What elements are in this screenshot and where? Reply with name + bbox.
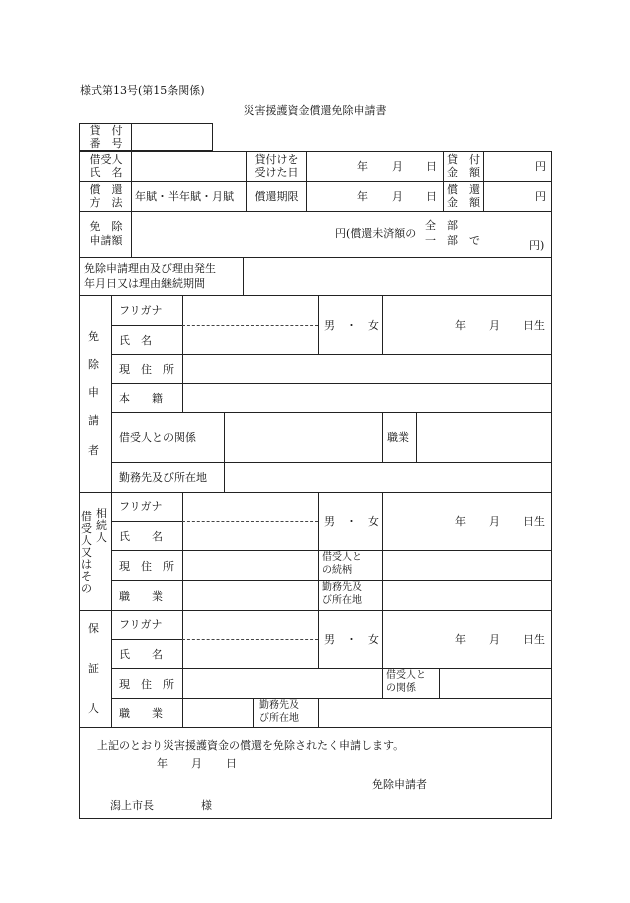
guarantor-furigana-label: フリガナ	[119, 618, 163, 631]
applicant-birth-month: 月	[489, 319, 500, 332]
guarantor-side-1: 保	[88, 622, 99, 635]
applicant-address-field[interactable]	[184, 356, 550, 381]
exempt-option-all[interactable]: 全 部	[425, 219, 458, 232]
applicant-domicile-label: 本 籍	[119, 392, 163, 405]
heir-birth-year: 年	[455, 515, 466, 528]
guarantor-relation-field[interactable]	[441, 670, 550, 696]
guarantor-name-field[interactable]	[184, 641, 316, 666]
applicant-name-label: 氏 名	[119, 334, 152, 347]
heir-furigana-field[interactable]	[184, 494, 316, 519]
heir-side-col1: 借 受 人 又 は そ の	[81, 510, 92, 595]
repay-amount-yen: 円	[535, 190, 546, 203]
heir-birth-day: 日生	[523, 515, 545, 528]
heir-relation-label-1: 借受人と	[322, 552, 362, 563]
footer-date-month: 月	[191, 757, 202, 770]
loan-date-year: 年	[357, 160, 368, 173]
form-title: 災害援護資金償還免除申請書	[243, 104, 387, 117]
applicant-side-5: 者	[88, 444, 99, 457]
footer-date-day: 日	[226, 757, 237, 770]
applicant-relation-label: 借受人との関係	[119, 431, 196, 444]
applicant-relation-field[interactable]	[226, 414, 380, 460]
applicant-name-field[interactable]	[184, 327, 316, 352]
loan-amount-yen: 円	[535, 160, 546, 173]
repay-method-label-1: 償 還	[89, 183, 123, 196]
statement-text: 上記のとおり災害援護資金の償還を免除されたく申請します。	[97, 739, 405, 752]
loan-amount-label-2: 金 額	[447, 166, 480, 179]
heir-workplace-label-1: 勤務先及	[322, 582, 362, 593]
honorific-text: 様	[201, 799, 212, 812]
guarantor-workplace-label-2: び所在地	[259, 713, 299, 724]
loan-number-field[interactable]	[133, 125, 211, 149]
guarantor-birth-day: 日生	[523, 633, 545, 646]
guarantor-relation-label-1: 借受人と	[386, 670, 426, 681]
guarantor-job-field[interactable]	[184, 700, 251, 725]
guarantor-name-label: 氏 名	[119, 648, 163, 661]
reason-label-1: 免除申請理由及び理由発生	[84, 262, 216, 275]
repay-method-options[interactable]: 年賦・半年賦・月賦	[135, 190, 234, 203]
loan-date-label-1: 貸付けを	[254, 153, 299, 166]
applicant-side-2: 除	[88, 358, 99, 371]
heir-furigana-label: フリガナ	[119, 500, 163, 513]
heir-relation-field[interactable]	[384, 552, 550, 578]
repay-date-year: 年	[357, 190, 368, 203]
borrower-name-label-2: 氏 名	[89, 166, 123, 179]
footer-applicant-field[interactable]	[435, 774, 545, 792]
heir-job-label: 職 業	[119, 590, 163, 603]
applicant-side-1: 免	[88, 330, 99, 343]
loan-date-day: 日	[426, 160, 437, 173]
loan-date-label-2: 受けた日	[254, 166, 299, 179]
heir-workplace-field[interactable]	[384, 582, 550, 608]
guarantor-sex-options[interactable]: 男 ・ 女	[324, 633, 379, 646]
heir-relation-label-2: の続柄	[322, 565, 352, 576]
repay-date-month: 月	[392, 190, 403, 203]
borrower-name-field[interactable]	[133, 153, 244, 179]
loan-amount-label-1: 貸 付	[447, 153, 480, 166]
guarantor-job-label: 職 業	[119, 707, 163, 720]
form-number: 様式第13号(第15条関係)	[80, 84, 205, 97]
applicant-workplace-label: 勤務先及び所在地	[119, 471, 207, 484]
applicant-workplace-field[interactable]	[226, 464, 550, 490]
applicant-birth-year: 年	[455, 319, 466, 332]
applicant-furigana-label: フリガナ	[119, 304, 163, 317]
repay-method-label-2: 方 法	[89, 196, 123, 209]
reason-field[interactable]	[245, 259, 550, 293]
heir-side-col2: 相 続 人	[96, 507, 107, 544]
guarantor-furigana-field[interactable]	[184, 612, 316, 637]
repay-amount-label-1: 償 還	[447, 183, 480, 196]
heir-name-label: 氏 名	[119, 530, 163, 543]
guarantor-address-label: 現 住 所	[119, 678, 174, 691]
applicant-side-3: 申	[88, 386, 99, 399]
addressee-text: 潟上市長	[110, 799, 154, 812]
footer-date-year: 年	[157, 757, 168, 770]
applicant-side-4: 請	[88, 414, 99, 427]
loan-date-month: 月	[392, 160, 403, 173]
guarantor-side-2: 証	[88, 662, 99, 675]
repay-amount-label-2: 金 額	[447, 196, 480, 209]
repay-date-day: 日	[426, 190, 437, 203]
heir-address-label: 現 住 所	[119, 560, 174, 573]
heir-sex-options[interactable]: 男 ・ 女	[324, 515, 379, 528]
reason-label-2: 年月日又は理由継続期間	[84, 277, 205, 290]
exempt-yen-suffix: 円)	[529, 239, 545, 252]
footer-applicant-label: 免除申請者	[372, 778, 427, 791]
heir-name-field[interactable]	[184, 523, 316, 548]
applicant-furigana-field[interactable]	[184, 297, 316, 323]
guarantor-workplace-label-1: 勤務先及	[259, 700, 299, 711]
guarantor-side-3: 人	[88, 702, 99, 715]
applicant-birth-day: 日生	[523, 319, 545, 332]
repay-period-label: 償還期限	[254, 190, 299, 203]
applicant-sex-options[interactable]: 男 ・ 女	[324, 319, 379, 332]
applicant-domicile-field[interactable]	[184, 385, 550, 410]
borrower-name-label-1: 借受人	[89, 153, 123, 166]
exempt-amount-label-2: 申請額	[89, 234, 123, 247]
guarantor-birth-year: 年	[455, 633, 466, 646]
guarantor-birth-month: 月	[489, 633, 500, 646]
heir-birth-month: 月	[489, 515, 500, 528]
heir-address-field[interactable]	[184, 552, 316, 578]
applicant-job-field[interactable]	[418, 414, 550, 460]
exempt-yen-prefix: 円(償還未済額の	[335, 227, 417, 240]
heir-job-field[interactable]	[184, 582, 316, 608]
loan-number-label-1: 貸 付	[89, 124, 123, 137]
heir-workplace-label-2: び所在地	[322, 595, 362, 606]
guarantor-address-field[interactable]	[184, 670, 380, 696]
exempt-amount-label-1: 免 除	[89, 220, 123, 233]
applicant-job-label: 職業	[387, 431, 409, 444]
exempt-option-part[interactable]: 一 部 で	[425, 234, 480, 247]
guarantor-relation-label-2: の関係	[386, 683, 416, 694]
guarantor-workplace-field[interactable]	[320, 700, 550, 725]
applicant-address-label: 現 住 所	[119, 363, 174, 376]
loan-number-label-2: 番 号	[89, 137, 123, 150]
